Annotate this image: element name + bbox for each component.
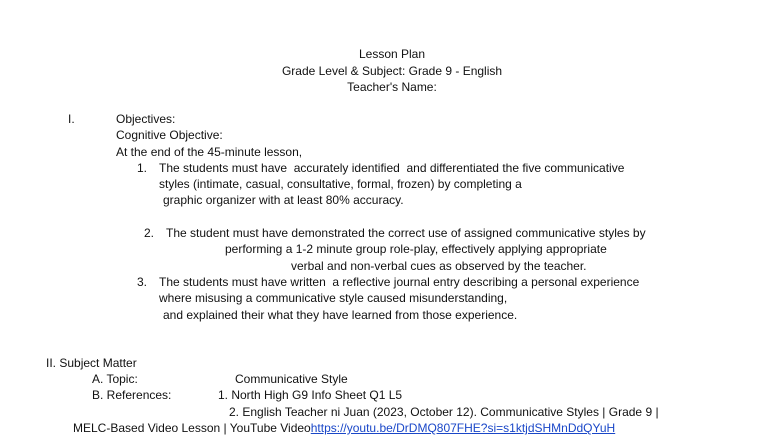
objective-3-line-3: and explained their what they have learned from those experience. bbox=[163, 308, 518, 322]
subject-matter-heading: II. Subject Matter bbox=[46, 356, 137, 370]
objective-3-line-1: The students must have written a reflective journal entry describing a personal experience bbox=[159, 275, 640, 289]
objective-2-line-1: The student must have demonstrated the correct use of assigned communicative styles by bbox=[166, 226, 646, 240]
reference-2-line-2 bbox=[73, 421, 615, 436]
reference-2-line-1: 2. English Teacher ni Juan (2023, October 12). Communicative Styles | Grade 9 | bbox=[229, 405, 659, 419]
objective-1-line-1: The students must have accurately identified and differentiated the five communicative bbox=[159, 161, 625, 175]
objective-1-line-3: graphic organizer with at least 80% accuracy. bbox=[163, 193, 404, 207]
objectives-heading: Objectives: bbox=[116, 112, 176, 126]
objective-1-line-2: styles (intimate, casual, consultative, formal, frozen) by completing a bbox=[159, 177, 522, 191]
topic-label: A. Topic: bbox=[92, 372, 138, 386]
teacher-name: Teacher's Name: bbox=[347, 80, 437, 94]
grade-subject: Grade Level & Subject: Grade 9 - English bbox=[281, 64, 503, 78]
section-numeral-1: I. bbox=[68, 112, 75, 126]
objective-3-line-2: where misusing a communicative style caused misunderstanding, bbox=[159, 291, 508, 305]
reference-2-link[interactable]: https://youtu.be/DrDMQ807FHE?si=s1ktjdSHMnDdQYuH bbox=[310, 421, 616, 435]
objective-3-number: 3. bbox=[137, 275, 148, 289]
objectives-intro: At the end of the 45-minute lesson, bbox=[116, 145, 303, 159]
reference-1: 1. North High G9 Info Sheet Q1 L5 bbox=[218, 388, 403, 402]
objective-1-number: 1. bbox=[137, 161, 148, 175]
objective-2-line-3: verbal and non-verbal cues as observed by the teacher. bbox=[291, 259, 587, 273]
doc-title: Lesson Plan bbox=[358, 47, 426, 61]
references-label: B. References: bbox=[92, 388, 172, 402]
cognitive-objective-label: Cognitive Objective: bbox=[116, 128, 223, 142]
objective-2-number: 2. bbox=[144, 226, 155, 240]
objective-2-line-2: performing a 1-2 minute group role-play, effectively applying appropriate bbox=[225, 242, 607, 256]
reference-2-text: MELC-Based Video Lesson | YouTube Video bbox=[73, 421, 311, 435]
topic-value: Communicative Style bbox=[235, 372, 348, 386]
